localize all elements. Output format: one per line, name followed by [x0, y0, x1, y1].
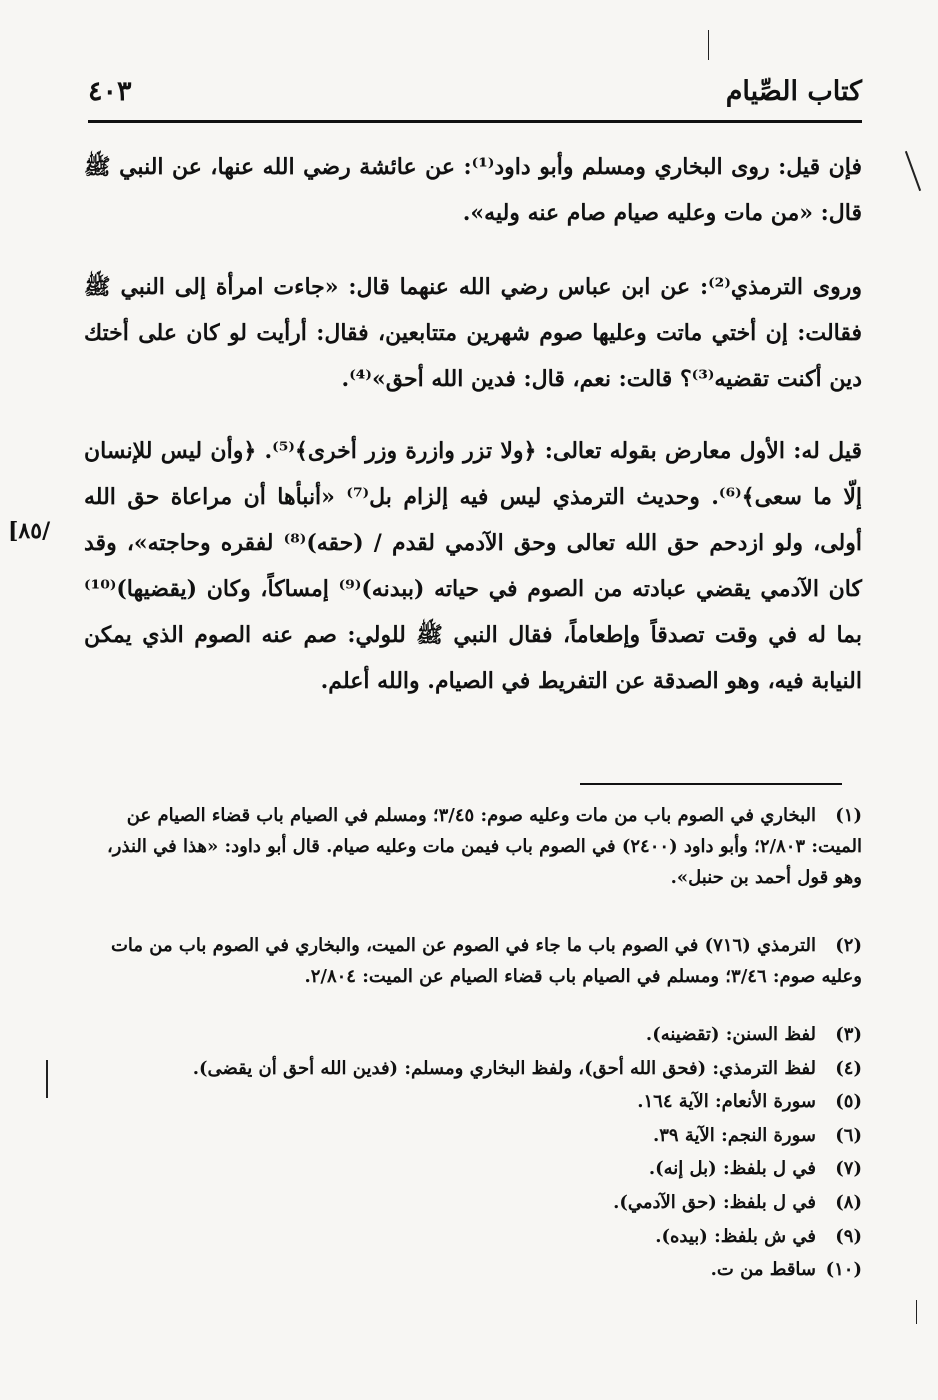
- footnote-text: الترمذي (٧١٦) في الصوم باب ما جاء في الصوم عن الميت، والبخاري في الصوم باب من مات وعليه صوم: ٣/٤٦؛ ومسلم في الصيام باب قضاء الصيام عن الميت: ٢/٨٠٤.: [110, 935, 862, 987]
- footnote-number: (٩): [835, 1225, 862, 1247]
- footnote-6: [84, 1119, 862, 1153]
- footnote-1: [84, 800, 862, 893]
- footnote-2: [84, 930, 862, 992]
- footnote-text: في ل بلفظ: (حق الآدمي).: [613, 1191, 816, 1213]
- page-header: [88, 72, 862, 116]
- scan-artifact-mark: [46, 1060, 48, 1098]
- footnote-7: [84, 1152, 862, 1186]
- footnote-text: سورة الأنعام: الآية ١٦٤.: [637, 1091, 816, 1113]
- footnote-text: ساقط من ت.: [710, 1259, 816, 1281]
- footnote-number: (١٠): [825, 1259, 862, 1281]
- footnote-number: (٢): [835, 935, 862, 956]
- manuscript-folio-marker: [٨٥/: [8, 518, 51, 544]
- footnote-10: [84, 1253, 862, 1287]
- footnote-text: في ل بلفظ: (بل إنه).: [648, 1158, 816, 1180]
- footnote-3: [84, 1018, 862, 1052]
- footnote-text: لفظ الترمذي: (فحق الله أحق)، ولفظ البخاري ومسلم: (فدين الله أحق أن يقضى).: [192, 1057, 816, 1079]
- scan-artifact-mark: [708, 30, 709, 60]
- page-number: ٤٠٣: [88, 76, 132, 107]
- scan-artifact-mark: [905, 151, 921, 191]
- paragraph-3: قيل له: الأول معارض بقوله تعالى: ﴿ولا تزر وازرة وزر أخرى﴾⁽⁵⁾. ﴿وأن ليس للإنسان إلّا ما سعى﴾⁽⁶⁾. وحديث الترمذي ليس فيه إلزام بل⁽⁷⁾ «أنبأها أن مراعاة حق الله أولى، ولو ازدحم حق الله تعالى وحق الآدمي لقدم / (حقه)⁽⁸⁾ لفقره وحاجته»، وقد كان الآدمي يقضي عبادته من الصوم في حياته (ببدنه)⁽⁹⁾ إمساكاً، وكان (يقضيها)⁽¹⁰⁾ بما له في وقت تصدقاً وإطعاماً، فقال النبي ﷺ للولي: صم عنه الصوم الذي يمكن النيابة فيه، وهو الصدقة عن التفريط في الصيام. والله أعلم.: [84, 438, 862, 694]
- footnote-text: البخاري في الصوم باب من مات وعليه صوم: ٣/٤٥؛ ومسلم في الصيام باب قضاء الصيام عن الميت: ٢/٨٠٣؛ وأبو داود (٢٤٠٠) في الصوم باب فيمن مات وعليه صيام. قال أبو داود: «هذا في النذر، وهو قول أحمد بن حنبل».: [107, 805, 862, 888]
- footnote-number: (٤): [835, 1057, 862, 1079]
- footnote-9: [84, 1220, 862, 1254]
- footnote-text: سورة النجم: الآية ٣٩.: [652, 1124, 816, 1146]
- footnote-8: [84, 1186, 862, 1220]
- footnote-number: (٥): [835, 1091, 862, 1113]
- footnote-5: [84, 1085, 862, 1119]
- paragraph-2: وروى الترمذي⁽²⁾: عن ابن عباس رضي الله عنهما قال: «جاءت امرأة إلى النبي ﷺ فقالت: إن أختي ماتت وعليها صوم شهرين متتابعين، فقال: أرأيت لو كان على أختك دين أكنت تقضيه⁽³⁾؟ قالت: نعم، قال: فدين الله أحق»⁽⁴⁾.: [84, 274, 862, 392]
- footnote-rule: [580, 783, 842, 785]
- footnote-text: لفظ السنن: (تقضينه).: [645, 1024, 816, 1045]
- short-footnotes: [84, 1018, 862, 1287]
- footnote-number: (٧): [835, 1158, 862, 1180]
- footnote-number: (٣): [835, 1024, 862, 1045]
- footnote-number: (٨): [835, 1191, 862, 1213]
- footnote-text: في ش بلفظ: (بيده).: [655, 1225, 816, 1247]
- footnote-number: (١): [835, 805, 862, 826]
- footnote-number: (٦): [835, 1124, 862, 1146]
- footnote-4: [84, 1052, 862, 1086]
- header-rule: [88, 120, 862, 123]
- paragraph-1: فإن قيل: روى البخاري ومسلم وأبو داود⁽¹⁾: عن عائشة رضي الله عنها، عن النبي ﷺ قال: «من مات وعليه صيام صام عنه وليه».: [84, 154, 862, 226]
- book-title: كتاب الصِّيام: [725, 76, 862, 107]
- scan-artifact-mark: [916, 1300, 917, 1324]
